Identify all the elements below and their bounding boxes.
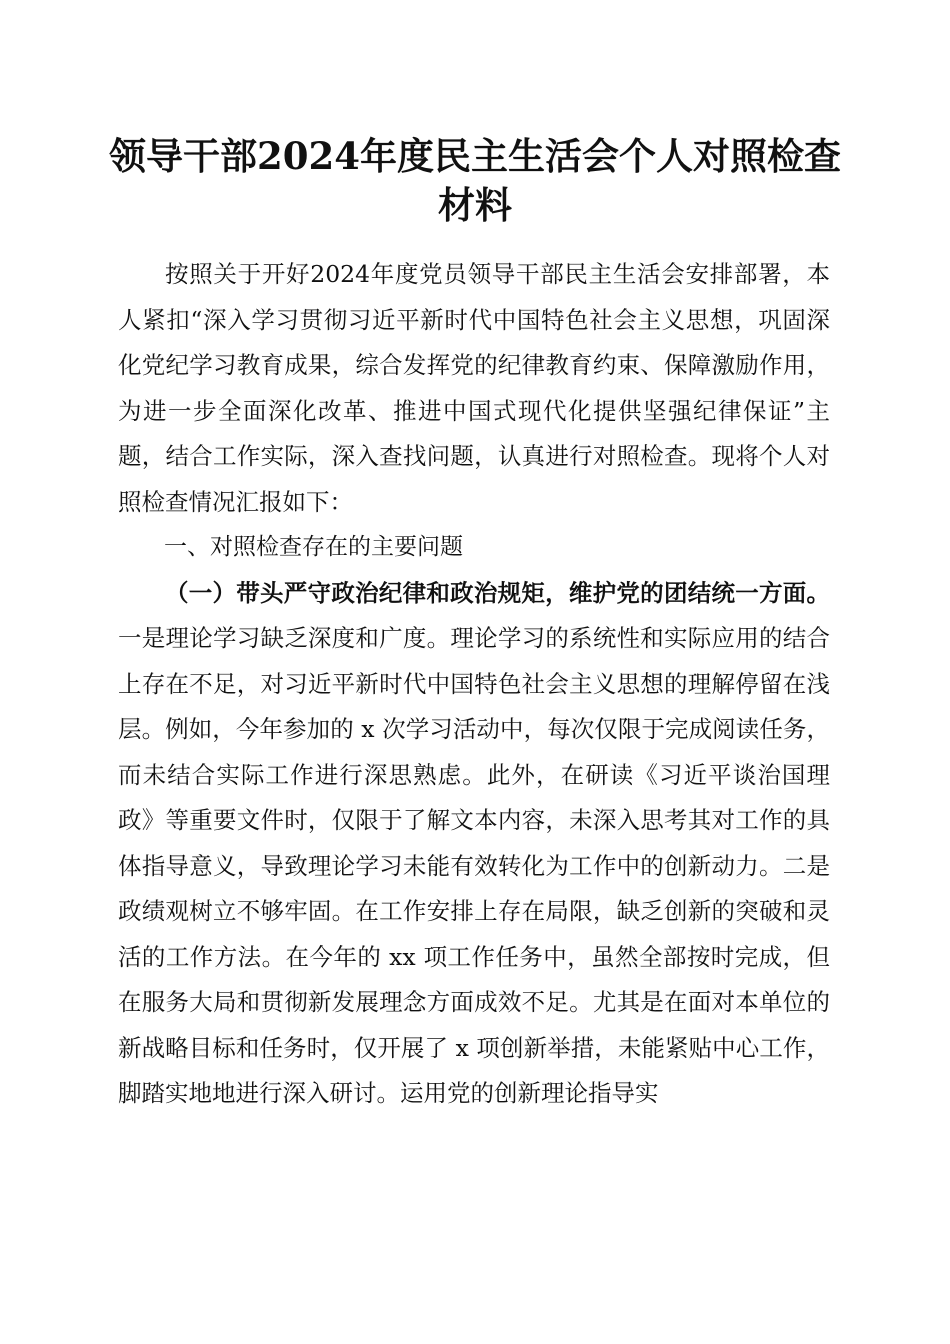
document-body [118, 252, 830, 1117]
title-line-2: 材料 [438, 183, 512, 227]
section-heading-1: 一、对照检查存在的主要问题 [164, 534, 463, 560]
document-title [100, 132, 850, 230]
subsection-title-1: （一）带头严守政治纪律和政治规矩，维护党的团结统一方面。 [165, 578, 830, 607]
title-line-1: 领导干部2024年度民主生活会个人对照检查 [109, 134, 841, 178]
intro-paragraph: 按照关于开好2024年度党员领导干部民主生活会安排部署，本人紧扣“深入学习贯彻习近平新时代中国特色社会主义思想，巩固深化党纪学习教育成果，综合发挥党的纪律教育约束、保障激励作用，为进一步全面深化改革、推进中国式现代化提供坚强纪律保证”主题，结合工作实际，深入查找问题，认真进行对照检查。现将个人对照检查情况汇报如下： [118, 260, 830, 516]
subsection-body-1: 一是理论学习缺乏深度和广度。理论学习的系统性和实际应用的结合上存在不足，对习近平新时代中国特色社会主义思想的理解停留在浅层。例如，今年参加的 x 次学习活动中，每次仅限于完成阅读任务，而未结合实际工作进行深思熟虑。此外，在研读《习近平谈治国理政》等重要文件时，仅限于了解文本内容，未深入思考其对工作的具体指导意义，导致理论学习未能有效转化为工作中的创新动力。二是政绩观树立不够牢固。在工作安排上存在局限，缺乏创新的突破和灵活的工作方法。在今年的 xx 项工作任务中，虽然全部按时完成，但在服务大局和贯彻新发展理念方面成效不足。尤其是在面对本单位的新战略目标和任务时，仅开展了 x 项创新举措，未能紧贴中心工作，脚踏实地地进行深入研讨。运用党的创新理论指导实 [118, 624, 830, 1107]
subsection-paragraph-1 [118, 571, 830, 1117]
